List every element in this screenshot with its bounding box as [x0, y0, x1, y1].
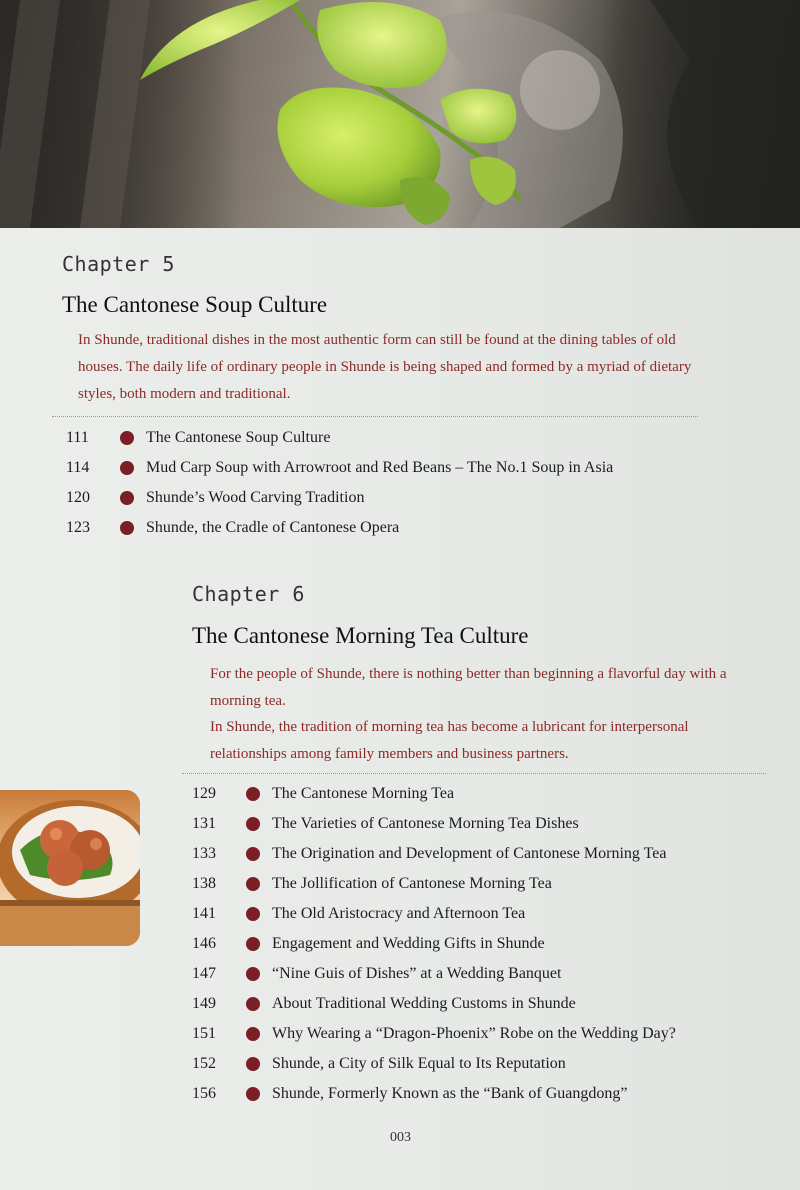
dim-sum-photo — [0, 790, 140, 946]
toc-title: The Cantonese Soup Culture — [146, 429, 331, 446]
bullet-icon — [246, 1087, 260, 1101]
toc-title: Shunde’s Wood Carving Tradition — [146, 489, 365, 506]
toc-page-number: 146 — [192, 935, 216, 952]
toc-page-number: 138 — [192, 875, 216, 892]
toc-page-number: 141 — [192, 905, 216, 922]
chapter-5-toc — [66, 423, 613, 543]
toc-page-number: 123 — [66, 519, 90, 536]
toc-entry[interactable] — [66, 453, 613, 483]
toc-entry[interactable] — [192, 809, 676, 839]
toc-title: Why Wearing a “Dragon-Phoenix” Robe on the Wedding Day? — [272, 1025, 676, 1042]
header-leaf-photo — [0, 0, 800, 228]
toc-entry[interactable] — [192, 929, 676, 959]
bullet-icon — [246, 787, 260, 801]
chapter-5-intro: In Shunde, traditional dishes in the most authentic form can still be found at the dining tables of old houses. The daily life of ordinary people in Shunde is being shaped and formed by a myriad of dietary styles, both modern and traditional. — [78, 332, 692, 402]
toc-page-number: 147 — [192, 965, 216, 982]
toc-page-number: 149 — [192, 995, 216, 1012]
chapter-6-label: Chapter 6 — [192, 582, 305, 606]
toc-page-number: 151 — [192, 1025, 216, 1042]
toc-page-number: 120 — [66, 489, 90, 506]
chapter-6-title: The Cantonese Morning Tea Culture — [192, 623, 529, 648]
chapter-5-title: The Cantonese Soup Culture — [62, 292, 328, 317]
toc-entry[interactable] — [192, 839, 676, 869]
toc-title: The Cantonese Morning Tea — [272, 785, 455, 802]
toc-page-number: 152 — [192, 1055, 216, 1072]
bullet-icon — [246, 1057, 260, 1071]
toc-entry[interactable] — [66, 423, 613, 453]
toc-entry[interactable] — [66, 513, 613, 543]
toc-page-number: 133 — [192, 845, 216, 862]
toc-entry[interactable] — [192, 1079, 676, 1109]
bullet-icon — [120, 461, 134, 475]
toc-page-number: 129 — [192, 785, 216, 802]
toc-title: About Traditional Wedding Customs in Shunde — [272, 995, 576, 1012]
toc-page-number: 131 — [192, 815, 216, 832]
chapter-6-divider — [182, 773, 766, 774]
bullet-icon — [246, 847, 260, 861]
toc-entry[interactable] — [192, 779, 676, 809]
bullet-icon — [120, 491, 134, 505]
bullet-icon — [246, 877, 260, 891]
toc-title: The Old Aristocracy and Afternoon Tea — [272, 905, 526, 922]
toc-title: The Origination and Development of Cantonese Morning Tea — [272, 845, 667, 862]
bullet-icon — [120, 521, 134, 535]
toc-page-number: 114 — [66, 459, 90, 476]
chapter-5-divider — [52, 416, 698, 417]
toc-title: Shunde, the Cradle of Cantonese Opera — [146, 519, 400, 536]
chapter-5-label: Chapter 5 — [62, 252, 175, 276]
page-number: 003 — [390, 1130, 411, 1145]
chapter-6-intro: For the people of Shunde, there is nothing better than beginning a flavorful day with a morning tea. — [210, 666, 727, 709]
chapter-6-toc — [192, 779, 676, 1109]
toc-title: “Nine Guis of Dishes” at a Wedding Banquet — [272, 965, 562, 982]
toc-title: The Jollification of Cantonese Morning Tea — [272, 875, 552, 892]
toc-entry[interactable] — [192, 1049, 676, 1079]
toc-title: Engagement and Wedding Gifts in Shunde — [272, 935, 545, 952]
toc-entry[interactable] — [192, 1019, 676, 1049]
toc-title: The Varieties of Cantonese Morning Tea Dishes — [272, 815, 579, 832]
toc-entry[interactable] — [192, 959, 676, 989]
toc-title: Shunde, a City of Silk Equal to Its Reputation — [272, 1055, 566, 1072]
bullet-icon — [120, 431, 134, 445]
toc-page-number: 156 — [192, 1085, 216, 1102]
bullet-icon — [246, 1027, 260, 1041]
toc-title: Mud Carp Soup with Arrowroot and Red Beans – The No.1 Soup in Asia — [146, 459, 614, 476]
bullet-icon — [246, 907, 260, 921]
toc-page-number: 111 — [66, 429, 89, 446]
bullet-icon — [246, 937, 260, 951]
bullet-icon — [246, 997, 260, 1011]
toc-entry[interactable] — [192, 989, 676, 1019]
toc-title: Shunde, Formerly Known as the “Bank of Guangdong” — [272, 1085, 628, 1102]
bullet-icon — [246, 967, 260, 981]
toc-entry[interactable] — [192, 869, 676, 899]
bullet-icon — [246, 817, 260, 831]
chapter-6-intro-2: In Shunde, the tradition of morning tea has become a lubricant for interpersonal relationships among family members and business partners. — [210, 719, 689, 762]
toc-entry[interactable] — [192, 899, 676, 929]
toc-entry[interactable] — [66, 483, 613, 513]
